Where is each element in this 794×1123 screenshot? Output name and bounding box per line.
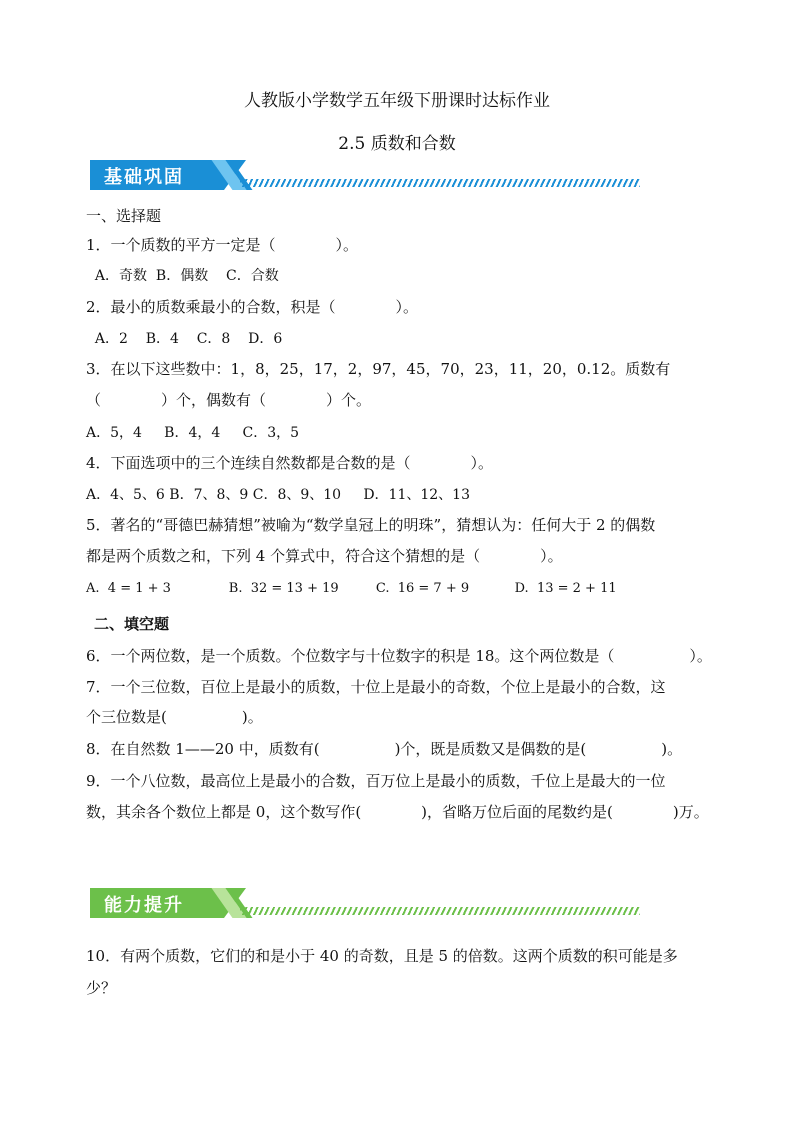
question-3-line2: （ ）个，偶数有（ ）个。 xyxy=(86,391,372,409)
question-9-line2: 数，其余各个数位上都是 0，这个数写作( )，省略万位后面的尾数约是( )万。 xyxy=(86,803,709,821)
question-5-line2: 都是两个质数之和，下列 4 个算式中，符合这个猜想的是（ ）。 xyxy=(86,547,563,565)
question-7-line2: 个三位数是( )。 xyxy=(86,708,263,726)
question-2: 2．最小的质数乘最小的合数，积是（ ）。 xyxy=(86,298,419,316)
question-5-options: A. 4 = 1 + 3 B. 32 = 13 + 19 C. 16 = 7 + 9 D. 13 = 2 + 11 xyxy=(86,581,617,596)
section-heading-choice: 一、选择题 xyxy=(86,207,162,225)
question-1: 1．一个质数的平方一定是（ ）。 xyxy=(86,236,359,254)
banner-hatch xyxy=(240,179,640,187)
question-4-options: A．4、5、6 B．7、8、9 C．8、9、10 D．11、12、13 xyxy=(86,487,471,503)
question-8: 8．在自然数 1——20 中，质数有( )个，既是质数又是偶数的是( )。 xyxy=(86,740,683,758)
banner-hatch xyxy=(240,907,640,915)
banner-label: 能力提升 xyxy=(104,895,184,916)
question-6: 6．一个两位数，是一个质数。个位数字与十位数字的积是 18。这个两位数是（ ）。 xyxy=(86,647,712,665)
question-9-line1: 9．一个八位数，最高位上是最小的合数，百万位上是最小的质数，千位上是最大的一位 xyxy=(86,772,666,790)
section-heading-fill: 二、填空题 xyxy=(94,615,170,633)
question-4: 4．下面选项中的三个连续自然数都是合数的是（ ）。 xyxy=(86,454,494,472)
section-banner-basic xyxy=(90,160,650,192)
question-5-line1: 5．著名的“哥德巴赫猜想”被喻为“数学皇冠上的明珠”，猜想认为：任何大于 2 的偶数 xyxy=(86,516,656,534)
question-10-line1: 10．有两个质数，它们的和是小于 40 的奇数，且是 5 的倍数。这两个质数的积可能是多 xyxy=(86,947,678,965)
document-title: 人教版小学数学五年级下册课时达标作业 xyxy=(244,91,550,111)
question-10-line2: 少？ xyxy=(86,979,117,997)
section-banner-advanced xyxy=(90,888,650,920)
question-3-options: A．5，4 B．4，4 C．3，5 xyxy=(86,425,300,441)
question-1-options: A．奇数 B．偶数 C．合数 xyxy=(86,268,279,284)
banner-label: 基础巩固 xyxy=(104,167,184,188)
question-3-line1: 3．在以下这些数中：1，8，25，17，2，97，45，70，23，11，20，0.12。质数有 xyxy=(86,360,671,378)
question-7-line1: 7．一个三位数，百位上是最小的质数，十位上是最小的奇数，个位上是最小的合数，这 xyxy=(86,678,666,696)
lesson-subtitle: 2.5 质数和合数 xyxy=(338,134,456,154)
question-2-options: A．2 B．4 C．8 D．6 xyxy=(86,331,283,347)
